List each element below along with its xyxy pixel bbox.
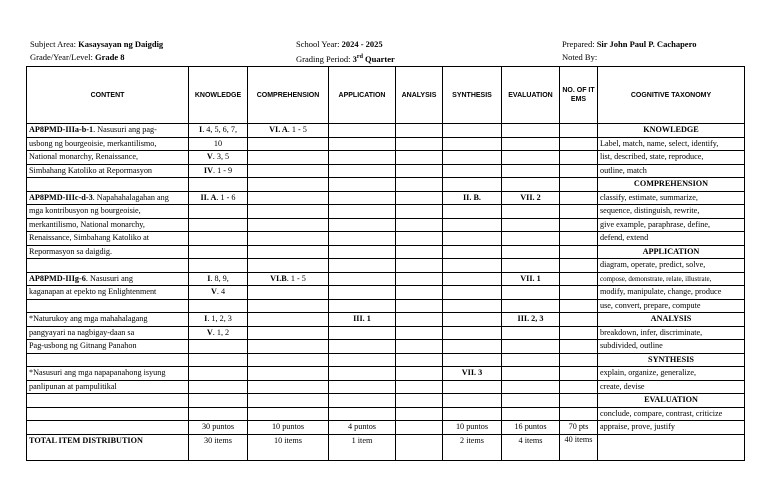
taxonomy-cell: list, described, state, reproduce, [598,151,745,165]
knowledge-cell [189,353,248,367]
comprehension-cell [248,394,329,408]
table-row [27,178,745,192]
table-row [27,205,745,219]
application-cell [329,299,396,313]
comprehension-cell [248,326,329,340]
taxonomy-cell: COMPREHENSION [598,178,745,192]
application-cell [329,124,396,138]
analysis-cell [396,245,443,259]
table-row [27,353,745,367]
total-application: 1 item [329,434,396,460]
grading-period-label: Grading Period: [296,53,351,64]
analysis-cell [396,407,443,421]
application-cell: III. 1 [329,313,396,327]
no-of-items-cell [560,272,598,286]
application-cell [329,380,396,394]
evaluation-cell [502,299,560,313]
analysis-cell [396,421,443,435]
synthesis-cell [443,218,502,232]
knowledge-cell: I. 4, 5, 6, 7, [189,124,248,138]
table-row [27,407,745,421]
table-row [27,367,745,381]
table-of-specifications [26,66,745,461]
table-row [27,151,745,165]
knowledge-cell [189,394,248,408]
total-knowledge: 30 items [189,434,248,460]
table-row [27,286,745,300]
synthesis-cell [443,178,502,192]
no-of-items-cell [560,232,598,246]
comprehension-cell [248,137,329,151]
no-of-items-cell [560,340,598,354]
application-cell [329,137,396,151]
total-label: TOTAL ITEM DISTRIBUTION [27,434,189,460]
evaluation-cell: III. 2, 3 [502,313,560,327]
prepared-value: Sir John Paul P. Cachapero [596,39,697,49]
application-cell [329,353,396,367]
no-of-items-cell [560,124,598,138]
evaluation-cell [502,232,560,246]
synthesis-cell [443,164,502,178]
school-year-label: School Year: [296,39,340,49]
taxonomy-cell: compose, demonstrate, relate, illustrate, [598,272,745,286]
taxonomy-cell: use, convert, prepare, compute [598,299,745,313]
knowledge-cell: IV. 1 - 9 [189,164,248,178]
evaluation-cell [502,407,560,421]
analysis-cell [396,299,443,313]
content-cell: Renaissance, Simbahang Katoliko at [27,232,189,246]
knowledge-cell [189,205,248,219]
col-header-application: APPLICATION [329,67,396,124]
analysis-cell [396,164,443,178]
comprehension-cell [248,191,329,205]
application-cell [329,218,396,232]
evaluation-cell [502,353,560,367]
no-of-items-cell [560,191,598,205]
col-header-evaluation: EVALUATION [502,67,560,124]
content-cell [27,259,189,273]
taxonomy-cell: Label, match, name, select, identify, [598,137,745,151]
taxonomy-cell: SYNTHESIS [598,353,745,367]
taxonomy-cell: breakdown, infer, discriminate, [598,326,745,340]
taxonomy-cell: explain, organize, generalize, [598,367,745,381]
comprehension-cell [248,313,329,327]
analysis-cell [396,178,443,192]
evaluation-cell [502,340,560,354]
evaluation-cell [502,205,560,219]
no-of-items-cell [560,164,598,178]
application-cell [329,326,396,340]
analysis-cell [396,272,443,286]
knowledge-cell [189,259,248,273]
synthesis-cell [443,232,502,246]
total-taxonomy [598,434,745,460]
taxonomy-cell: KNOWLEDGE [598,124,745,138]
table-row [27,137,745,151]
taxonomy-cell: EVALUATION [598,394,745,408]
grade-label: Grade/Year/Level: [30,52,93,62]
table-row [27,380,745,394]
content-cell [27,421,189,435]
taxonomy-cell: subdivided, outline [598,340,745,354]
col-header-cognitive-taxonomy: COGNITIVE TAXONOMY [598,67,745,124]
content-cell: kaganapan at epekto ng Enlightenment [27,286,189,300]
col-header-content: CONTENT [27,67,189,124]
knowledge-cell: 30 puntos [189,421,248,435]
table-row [27,340,745,354]
comprehension-cell [248,259,329,273]
no-of-items-cell [560,299,598,313]
knowledge-cell [189,299,248,313]
comprehension-cell [248,367,329,381]
synthesis-cell [443,151,502,165]
table-row [27,421,745,435]
taxonomy-cell: diagram, operate, predict, solve, [598,259,745,273]
taxonomy-cell: modify, manipulate, change, produce [598,286,745,300]
evaluation-cell [502,380,560,394]
comprehension-cell: VI.B. 1 - 5 [248,272,329,286]
comprehension-cell [248,299,329,313]
content-cell: pangyayari na nagbigay-daan sa [27,326,189,340]
analysis-cell [396,286,443,300]
knowledge-cell: II. A. 1 - 6 [189,191,248,205]
table-row [27,394,745,408]
comprehension-cell [248,286,329,300]
no-of-items-cell [560,137,598,151]
noted-by-label: Noted By: [562,52,598,62]
taxonomy-cell: appraise, prove, justify [598,421,745,435]
knowledge-cell [189,380,248,394]
evaluation-cell [502,178,560,192]
synthesis-cell [443,407,502,421]
synthesis-cell [443,380,502,394]
analysis-cell [396,367,443,381]
content-cell: Simbahang Katoliko at Repormasyon [27,164,189,178]
subject-value: Kasaysayan ng Daigdig [78,39,164,49]
no-of-items-cell [560,313,598,327]
taxonomy-cell: give example, paraphrase, define, [598,218,745,232]
application-cell [329,367,396,381]
subject-area [30,38,163,64]
knowledge-cell: V. 3, 5 [189,151,248,165]
synthesis-cell [443,353,502,367]
school-year-block [296,38,395,66]
analysis-cell [396,326,443,340]
table-row [27,299,745,313]
knowledge-cell [189,232,248,246]
content-cell [27,299,189,313]
synthesis-cell [443,394,502,408]
application-cell [329,407,396,421]
content-cell: merkantilismo, National monarchy, [27,218,189,232]
application-cell [329,164,396,178]
content-cell: National monarchy, Renaissance, [27,151,189,165]
synthesis-cell [443,313,502,327]
knowledge-cell: I. 1, 2, 3 [189,313,248,327]
grade-value: Grade 8 [95,52,125,62]
evaluation-cell: 16 puntos [502,421,560,435]
grading-period-value: 3rd Quarter [352,53,395,64]
analysis-cell [396,205,443,219]
comprehension-cell [248,151,329,165]
content-cell [27,178,189,192]
synthesis-cell [443,286,502,300]
table-row [27,218,745,232]
no-of-items-cell: 70 pts [560,421,598,435]
knowledge-cell [189,178,248,192]
application-cell [329,151,396,165]
comprehension-cell [248,353,329,367]
table-row [27,124,745,138]
synthesis-cell: II. B. [443,191,502,205]
synthesis-cell [443,326,502,340]
total-synthesis: 2 items [443,434,502,460]
taxonomy-cell: sequence, distinguish, rewrite, [598,205,745,219]
content-cell: *Naturukoy ang mga mahahalagang [27,313,189,327]
no-of-items-cell [560,353,598,367]
total-analysis [396,434,443,460]
table-row [27,326,745,340]
col-header-no-of-items: NO. OF ITEMS [560,67,598,124]
application-cell: 4 puntos [329,421,396,435]
synthesis-cell [443,340,502,354]
analysis-cell [396,340,443,354]
taxonomy-cell: create, devise [598,380,745,394]
comprehension-cell [248,178,329,192]
taxonomy-cell: classify, estimate, summarize, [598,191,745,205]
total-row [27,434,745,460]
application-cell [329,232,396,246]
taxonomy-cell: ANALYSIS [598,313,745,327]
table-row [27,313,745,327]
table-row [27,164,745,178]
synthesis-cell: 10 puntos [443,421,502,435]
analysis-cell [396,232,443,246]
no-of-items-cell [560,259,598,273]
synthesis-cell [443,137,502,151]
knowledge-cell [189,245,248,259]
col-header-comprehension: COMPREHENSION [248,67,329,124]
no-of-items-cell [560,205,598,219]
synthesis-cell [443,124,502,138]
analysis-cell [396,313,443,327]
evaluation-cell [502,124,560,138]
table-row [27,245,745,259]
total-evaluation: 4 items [502,434,560,460]
content-cell: Pag-usbong ng Gitnang Panahon [27,340,189,354]
synthesis-cell [443,259,502,273]
knowledge-cell [189,218,248,232]
analysis-cell [396,137,443,151]
analysis-cell [396,259,443,273]
knowledge-cell: V. 1, 2 [189,326,248,340]
content-cell: mga kontribusyon ng bourgeoisie, [27,205,189,219]
taxonomy-cell: conclude, compare, contrast, criticize [598,407,745,421]
evaluation-cell: VII. 2 [502,191,560,205]
application-cell [329,286,396,300]
comprehension-cell [248,380,329,394]
comprehension-cell: VI. A. 1 - 5 [248,124,329,138]
application-cell [329,272,396,286]
evaluation-cell [502,151,560,165]
analysis-cell [396,218,443,232]
application-cell [329,191,396,205]
evaluation-cell: VII. 1 [502,272,560,286]
col-header-synthesis: SYNTHESIS [443,67,502,124]
prepared-label: Prepared: [562,39,595,49]
content-cell [27,394,189,408]
comprehension-cell [248,340,329,354]
knowledge-cell: V. 4 [189,286,248,300]
comprehension-cell [248,245,329,259]
no-of-items-cell [560,286,598,300]
no-of-items-cell [560,245,598,259]
analysis-cell [396,394,443,408]
evaluation-cell [502,394,560,408]
application-cell [329,205,396,219]
no-of-items-cell [560,380,598,394]
content-cell [27,353,189,367]
content-cell: *Nasusuri ang mga napapanahong isyung [27,367,189,381]
knowledge-cell: I. 8, 9, [189,272,248,286]
table-row [27,272,745,286]
subject-label: Subject Area: [30,39,77,49]
prepared-block [562,38,696,64]
taxonomy-cell: outline, match [598,164,745,178]
total-comprehension: 10 items [248,434,329,460]
col-header-analysis: ANALYSIS [396,67,443,124]
table-row [27,191,745,205]
evaluation-cell [502,259,560,273]
taxonomy-cell: defend, extend [598,232,745,246]
no-of-items-cell [560,407,598,421]
no-of-items-cell [560,151,598,165]
no-of-items-cell [560,218,598,232]
analysis-cell [396,353,443,367]
comprehension-cell [248,232,329,246]
evaluation-cell [502,367,560,381]
col-header-knowledge: KNOWLEDGE [189,67,248,124]
evaluation-cell [502,137,560,151]
evaluation-cell [502,326,560,340]
knowledge-cell [189,340,248,354]
evaluation-cell [502,218,560,232]
synthesis-cell [443,272,502,286]
no-of-items-cell [560,394,598,408]
table-row [27,232,745,246]
analysis-cell [396,191,443,205]
synthesis-cell: VII. 3 [443,367,502,381]
application-cell [329,178,396,192]
analysis-cell [396,151,443,165]
total-no-of-items: 40 items [560,434,598,460]
application-cell [329,340,396,354]
evaluation-cell [502,286,560,300]
comprehension-cell [248,164,329,178]
application-cell [329,394,396,408]
no-of-items-cell [560,367,598,381]
school-year-value: 2024 - 2025 [341,39,383,49]
content-cell: AP8PMD-IIIc-d-3. Napahahalagahan ang [27,191,189,205]
content-cell: Repormasyon sa daigdig. [27,245,189,259]
evaluation-cell [502,164,560,178]
content-cell: AP8PMD-IIIa-b-1. Nasusuri ang pag- [27,124,189,138]
synthesis-cell [443,245,502,259]
evaluation-cell [502,245,560,259]
no-of-items-cell [560,326,598,340]
comprehension-cell [248,205,329,219]
content-cell: panlipunan at pampulitikal [27,380,189,394]
analysis-cell [396,380,443,394]
table-row [27,259,745,273]
synthesis-cell [443,205,502,219]
application-cell [329,245,396,259]
content-cell: AP8PMD-IIIg-6. Nasusuri ang [27,272,189,286]
header-row [27,67,745,124]
taxonomy-cell: APPLICATION [598,245,745,259]
analysis-cell [396,124,443,138]
content-cell: usbong ng bourgeoisie, merkantilismo, [27,137,189,151]
synthesis-cell [443,299,502,313]
no-of-items-cell [560,178,598,192]
content-cell [27,407,189,421]
application-cell [329,259,396,273]
comprehension-cell [248,218,329,232]
knowledge-cell: 10 [189,137,248,151]
comprehension-cell: 10 puntos [248,421,329,435]
knowledge-cell [189,407,248,421]
comprehension-cell [248,407,329,421]
knowledge-cell [189,367,248,381]
